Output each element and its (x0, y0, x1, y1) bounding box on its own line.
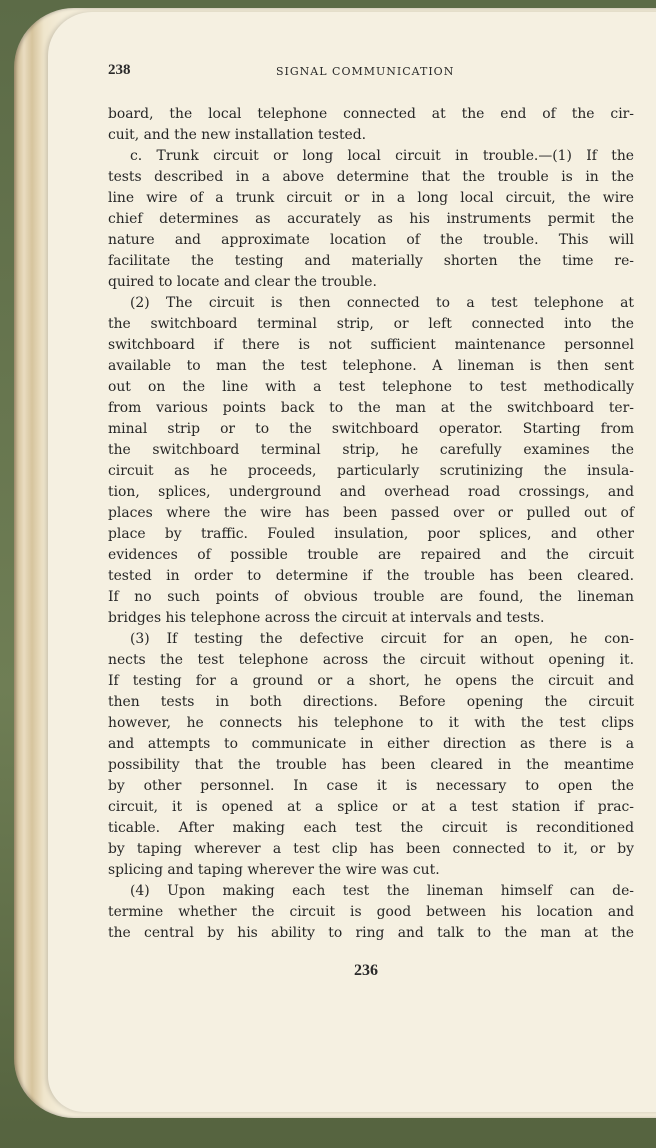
text-line: the switchboard terminal strip, or left connected into the (108, 316, 634, 332)
text-line: places where the wire has been passed over or pulled out of (108, 505, 634, 521)
text-line: line wire of a trunk circuit or in a long local circuit, the wire (108, 190, 634, 206)
text-line: from various points back to the man at the switchboard ter- (108, 400, 634, 416)
body-text (108, 104, 634, 944)
text-line: c. Trunk circuit or long local circuit in trouble.—(1) If the (130, 148, 634, 164)
running-head: SIGNAL COMMUNICATION (276, 65, 455, 78)
text-line: bridges his telephone across the circuit at intervals and tests. (108, 610, 545, 626)
text-line: circuit as he proceeds, particularly scrutinizing the insula- (108, 463, 634, 479)
text-line: tested in order to determine if the trouble has been cleared. (108, 568, 634, 584)
text-line: tion, splices, underground and overhead road crossings, and (108, 484, 634, 500)
page-number: 238 (108, 62, 131, 78)
text-line: the central by his ability to ring and talk to the man at the (108, 925, 634, 941)
text-line: If no such points of obvious trouble are found, the lineman (108, 589, 634, 605)
text-line: If testing for a ground or a short, he opens the circuit and (108, 673, 634, 689)
folio-number: 236 (354, 962, 378, 979)
text-line: splicing and taping wherever the wire was cut. (108, 862, 440, 878)
text-line: tests described in a above determine that the trouble is in the (108, 169, 634, 185)
text-line: switchboard if there is not sufficient maintenance personnel (108, 337, 634, 353)
text-line: by taping wherever a test clip has been connected to it, or by (108, 841, 634, 857)
text-line: cuit, and the new installation tested. (108, 127, 367, 143)
text-line: chief determines as accurately as his instruments permit the (108, 211, 634, 227)
text-line: termine whether the circuit is good between his location and (108, 904, 634, 920)
text-line: facilitate the testing and materially shorten the time re- (108, 253, 634, 269)
text-line: (2) The circuit is then connected to a test telephone at (130, 295, 634, 311)
text-line: (4) Upon making each test the lineman himself can de- (130, 883, 634, 899)
text-line: nects the test telephone across the circuit without opening it. (108, 652, 634, 668)
text-line: and attempts to communicate in either direction as there is a (108, 736, 634, 752)
text-line: out on the line with a test telephone to test methodically (108, 379, 634, 395)
text-line: (3) If testing the defective circuit for an open, he con- (130, 631, 634, 647)
text-line: board, the local telephone connected at the end of the cir- (108, 106, 634, 122)
text-line: ticable. After making each test the circuit is reconditioned (108, 820, 634, 836)
page-header (108, 62, 638, 86)
text-line: possibility that the trouble has been cleared in the meantime (108, 757, 634, 773)
text-line: evidences of possible trouble are repaired and the circuit (108, 547, 634, 563)
text-line: available to man the test telephone. A lineman is then sent (108, 358, 634, 374)
text-line: minal strip or to the switchboard operator. Starting from (108, 421, 634, 437)
text-line: quired to locate and clear the trouble. (108, 274, 377, 290)
text-line: however, he connects his telephone to it with the test clips (108, 715, 634, 731)
text-line: circuit, it is opened at a splice or at a test station if prac- (108, 799, 634, 815)
text-line: the switchboard terminal strip, he carefully examines the (108, 442, 634, 458)
text-line: nature and approximate location of the trouble. This will (108, 232, 634, 248)
text-line: then tests in both directions. Before opening the circuit (108, 694, 634, 710)
text-line: place by traffic. Fouled insulation, poor splices, and other (108, 526, 634, 542)
text-line: by other personnel. In case it is necessary to open the (108, 778, 634, 794)
